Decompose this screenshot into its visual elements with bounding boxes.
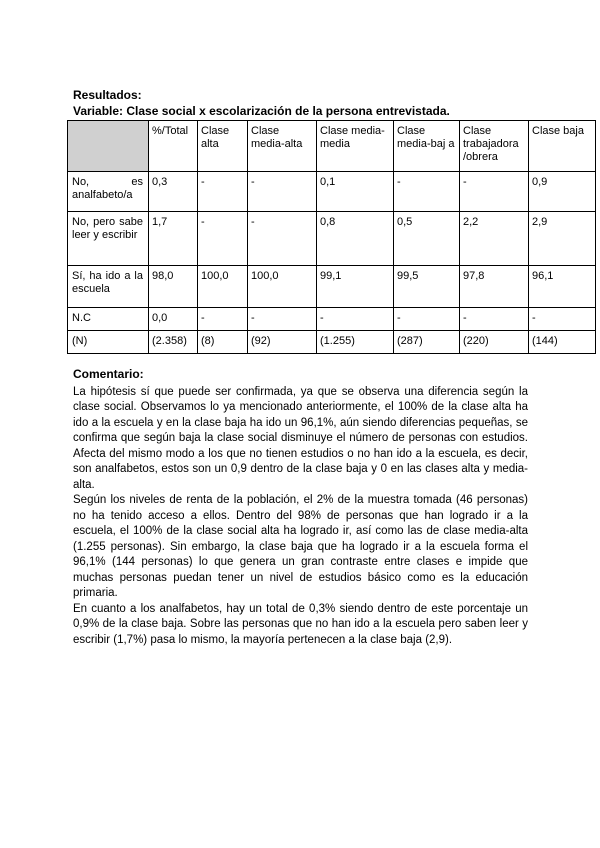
table-cell: 98,0: [149, 266, 198, 308]
table-cell: 2,9: [529, 212, 596, 266]
table-cell: -: [394, 172, 460, 212]
table-cell: 2,2: [460, 212, 529, 266]
table-cell: -: [460, 172, 529, 212]
row-label: Sí, ha ido a la escuela: [68, 266, 149, 308]
comment-paragraph: Según los niveles de renta de la población, el 2% de la muestra tomada (46 personas) no ha tenido acceso a ellos. Dentro del 98% de personas que han logrado ir a la escuela, el 100% de la clase social alta ha logrado ir, así como las de clase media-alta (1.255 personas). Sin embargo, la clase baja que ha logrado ir a la escuela forma el 96,1% (144 personas) lo que genera un gran contraste entre clases e impide que muchas personas puedan tener un nivel de estudios básico como es la educación primaria.: [73, 494, 528, 599]
table-cell: 0,3: [149, 172, 198, 212]
table-cell: 0,0: [149, 308, 198, 331]
row-label: N.C: [68, 308, 149, 331]
results-heading: Resultados:: [73, 88, 142, 102]
comment-section: [73, 367, 528, 648]
table-row: [68, 266, 596, 308]
header-cell: Clase media-baj a: [394, 121, 460, 172]
row-label: No, pero sabe leer y escribir: [68, 212, 149, 266]
header-cell: %/Total: [149, 121, 198, 172]
header-cell: Clase trabajadora /obrera: [460, 121, 529, 172]
table-cell: 97,8: [460, 266, 529, 308]
table-cell: -: [460, 308, 529, 331]
table-cell: -: [198, 172, 248, 212]
crosstab-table: [67, 120, 596, 354]
table-cell: 96,1: [529, 266, 596, 308]
table-cell: -: [394, 308, 460, 331]
table-cell: -: [248, 172, 317, 212]
table-cell: -: [198, 212, 248, 266]
table-cell: -: [317, 308, 394, 331]
comment-paragraph: En cuanto a los analfabetos, hay un total de 0,3% siendo dentro de este porcentaje un 0,9% de la clase baja. Sobre las personas que no han ido a la escuela pero saben leer y escribir (1,7%) pasa lo mismo, la mayoría pertenecen a la clase baja (2,9).: [73, 602, 528, 646]
row-label: (N): [68, 331, 149, 354]
table-cell: 0,8: [317, 212, 394, 266]
comment-title: Comentario:: [73, 367, 144, 381]
header-cell-empty: [68, 121, 149, 172]
table-cell: (1.255): [317, 331, 394, 354]
table-row: [68, 212, 596, 266]
header-cell: Clase media-media: [317, 121, 394, 172]
table-cell: (220): [460, 331, 529, 354]
table-row: [68, 172, 596, 212]
table-row: [68, 308, 596, 331]
table-header-row: [68, 121, 596, 172]
comment-paragraph: La hipótesis sí que puede ser confirmada, ya que se observa una diferencia según la clase social. Observamos lo ya mencionado anteriormente, el 100% de la clase alta ha ido a la escuela y en la clase baja ha ido un 96,1%, aún siendo diferencias pequeñas, se confirma que según baja la clase social disminuye el número de personas con estudios. Afecta del mismo modo a los que no tienen estudios o no han ido a la escuela, es decir, son analfabetos, estos son un 0,9 dentro de la clase baja y 0 en las clases alta y media-alta.: [73, 385, 528, 491]
table-cell: 99,5: [394, 266, 460, 308]
table-cell: 99,1: [317, 266, 394, 308]
table-cell: 0,1: [317, 172, 394, 212]
header-cell: Clase media-alta: [248, 121, 317, 172]
table-cell: 0,9: [529, 172, 596, 212]
table-row: [68, 331, 596, 354]
table-cell: (144): [529, 331, 596, 354]
table-cell: -: [529, 308, 596, 331]
header-cell: Clase baja: [529, 121, 596, 172]
header-cell: Clase alta: [198, 121, 248, 172]
table-cell: 100,0: [248, 266, 317, 308]
table-cell: -: [248, 308, 317, 331]
table-cell: -: [248, 212, 317, 266]
table-cell: 1,7: [149, 212, 198, 266]
table-cell: 100,0: [198, 266, 248, 308]
table-cell: (8): [198, 331, 248, 354]
table-cell: (2.358): [149, 331, 198, 354]
table-cell: (92): [248, 331, 317, 354]
table-cell: 0,5: [394, 212, 460, 266]
variable-heading: Variable: Clase social x escolarización de la persona entrevistada.: [73, 104, 450, 118]
table-cell: (287): [394, 331, 460, 354]
row-label: No, es analfabeto/a: [68, 172, 149, 212]
table-cell: -: [198, 308, 248, 331]
